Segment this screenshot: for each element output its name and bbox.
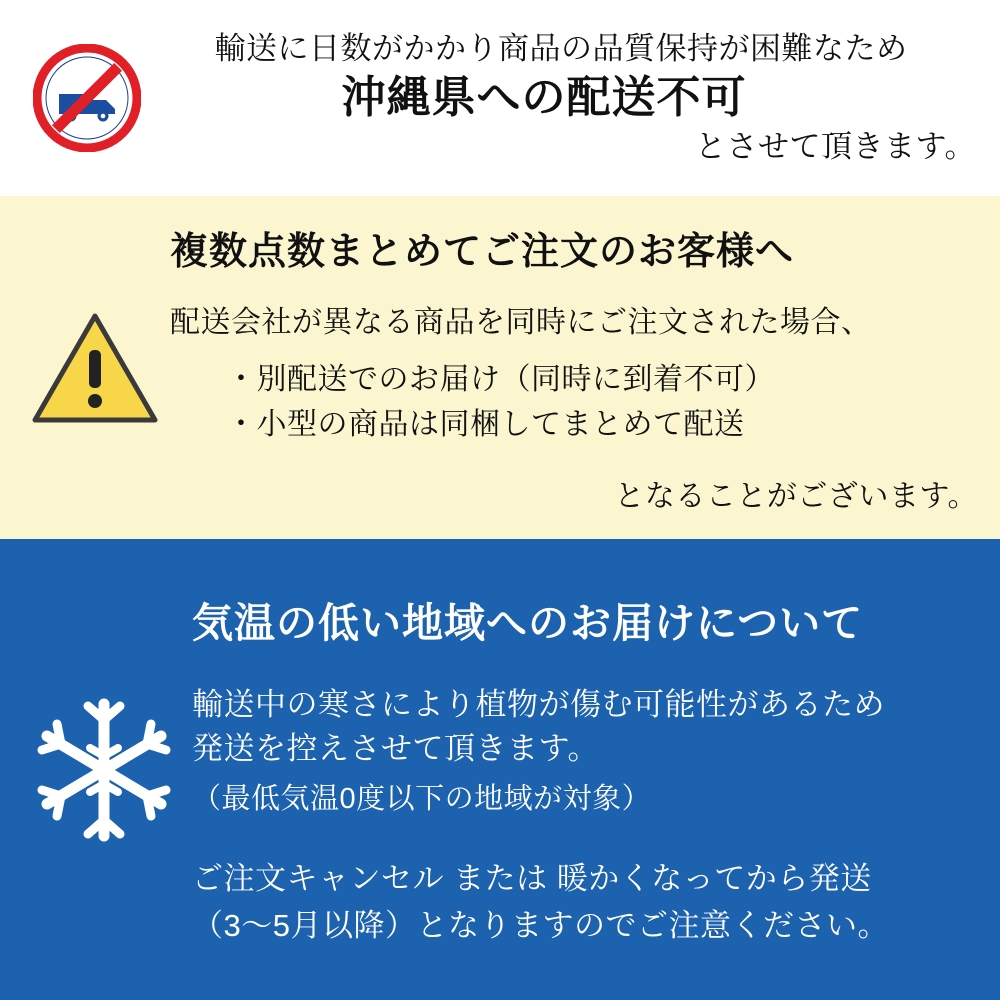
list-item: ・別配送でのお届け（同時に到着不可） bbox=[226, 363, 775, 396]
cold-regions-paragraph1-line2: 発送を控えさせて頂きます。 bbox=[192, 731, 600, 767]
warning-triangle-icon bbox=[20, 308, 170, 428]
no-delivery-section bbox=[0, 0, 1000, 196]
no-delivery-headline: 沖縄県への配送不可 bbox=[341, 73, 747, 123]
no-truck-prohibition-icon bbox=[28, 44, 146, 152]
list-item: ・小型の商品は同梱してまとめて配送 bbox=[226, 408, 745, 441]
no-delivery-line1: 輸送に日数がかかり商品の品質保持が困難なため bbox=[214, 30, 908, 66]
spacer bbox=[192, 820, 984, 856]
multiple-items-tail: となることがございます。 bbox=[614, 480, 978, 513]
cold-regions-paragraph1-line1: 輸送中の寒さにより植物が傷む可能性があるため bbox=[192, 686, 885, 722]
no-delivery-text bbox=[146, 30, 982, 167]
multiple-items-heading: 複数点数まとめてご注文のお客様へ bbox=[170, 231, 795, 273]
cold-regions-paragraph2-line1: ご注文キャンセル または 暖かくなってから発送 bbox=[192, 861, 872, 897]
multiple-items-text bbox=[170, 220, 984, 515]
snowflake-icon bbox=[16, 690, 192, 850]
no-delivery-line3: とさせて頂きます。 bbox=[694, 128, 976, 164]
cold-regions-paragraph2-line2: （3〜5月以降）となりますのでご注意ください。 bbox=[192, 907, 889, 943]
multiple-items-bullet-list bbox=[170, 357, 984, 447]
cold-regions-heading: 気温の低い地域へのお届けについて bbox=[192, 599, 864, 646]
multiple-items-section bbox=[0, 196, 1000, 539]
cold-regions-note: （最低気温0度以下の地域が対象） bbox=[192, 783, 652, 816]
cold-regions-section bbox=[0, 539, 1000, 1000]
cold-regions-text bbox=[192, 590, 984, 950]
multiple-items-subheading: 配送会社が異なる商品を同時にご注文された場合、 bbox=[170, 306, 872, 339]
